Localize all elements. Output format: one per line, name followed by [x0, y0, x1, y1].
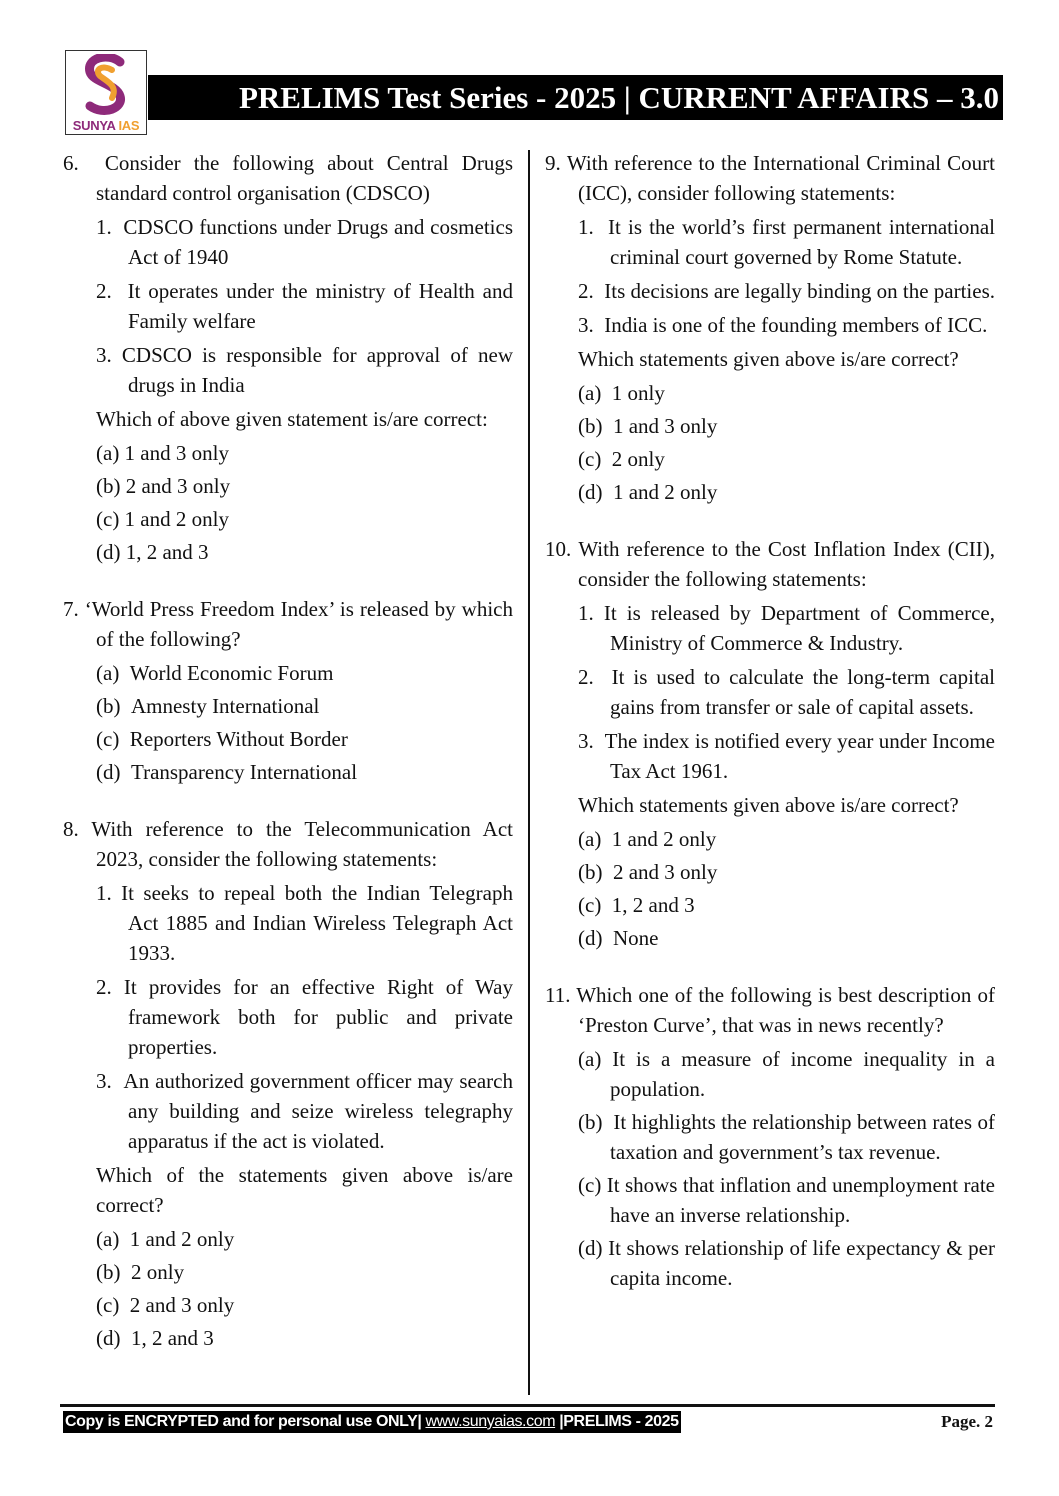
answer-option: (d) It shows relationship of life expectancy & per capita income.	[578, 1236, 995, 1290]
header-title: PRELIMS Test Series - 2025 | CURRENT AFFAIRS – 3.0	[148, 75, 1003, 120]
answer-option: (a) 1 only	[578, 381, 665, 405]
answer-option: (d) None	[578, 926, 659, 950]
answer-option: (c) 2 only	[578, 447, 665, 471]
answer-option: (b) 2 only	[96, 1260, 185, 1284]
answer-option: (c) It shows that inflation and unemployment rate have an inverse relationship.	[578, 1173, 995, 1227]
statement: 2. It is used to calculate the long-term capital gains from transfer or sale of capital assets.	[578, 665, 995, 719]
question-stem: 8. With reference to the Telecommunication Act 2023, consider the following statements:	[63, 817, 513, 871]
answer-option: (a) It is a measure of income inequality in a population.	[578, 1047, 995, 1101]
answer-option: (b) 2 and 3 only	[578, 860, 718, 884]
answer-option: (d) 1, 2 and 3	[96, 540, 209, 564]
logo-text-sunya: SUNYA	[72, 118, 116, 133]
question-stem: 10. With reference to the Cost Inflation Index (CII), consider the following statements:	[545, 537, 995, 591]
statement: 2. It operates under the ministry of Health and Family welfare	[96, 279, 513, 333]
statement: 1. It is the world’s first permanent international criminal court governed by Rome Statute.	[578, 215, 995, 269]
question-prompt: Which of above given statement is/are correct:	[96, 407, 488, 431]
answer-option: (d) Transparency International	[96, 760, 358, 784]
footer-notice	[63, 1411, 681, 1433]
answer-option: (d) 1, 2 and 3	[96, 1326, 214, 1350]
question-prompt: Which of the statements given above is/are correct?	[96, 1163, 513, 1217]
right-column	[545, 148, 995, 1320]
question-prompt: Which statements given above is/are correct?	[578, 793, 959, 817]
footer-suffix: |PRELIMS - 2025	[559, 1413, 679, 1430]
sunya-ias-logo	[65, 50, 147, 135]
column-divider	[528, 150, 530, 1395]
answer-option: (b) It highlights the relationship between rates of taxation and government’s tax revenue.	[578, 1110, 995, 1164]
footer-copy-text: Copy is ENCRYPTED and for personal use ONLY|	[65, 1413, 422, 1430]
answer-option: (c) Reporters Without Border	[96, 727, 348, 751]
footer-rule	[60, 1404, 995, 1407]
question-block	[63, 148, 513, 567]
answer-option: (b) Amnesty International	[96, 694, 320, 718]
statement: 1. CDSCO functions under Drugs and cosmetics Act of 1940	[96, 215, 513, 269]
logo-text	[66, 118, 146, 133]
statement: 3. CDSCO is responsible for approval of new drugs in India	[96, 343, 513, 397]
question-stem: 11. Which one of the following is best description of ‘Preston Curve’, that was in news recently?	[545, 983, 995, 1037]
left-column	[63, 148, 513, 1380]
answer-option: (b) 1 and 3 only	[578, 414, 718, 438]
statement: 2. Its decisions are legally binding on the parties.	[578, 279, 995, 303]
website-link[interactable]: www.sunyaias.com	[425, 1413, 556, 1430]
statement: 2. It provides for an effective Right of Way framework both for public and private properties.	[96, 975, 513, 1059]
question-stem: 9. With reference to the International Criminal Court (ICC), consider following statements:	[545, 151, 995, 205]
question-stem: 7. ‘World Press Freedom Index’ is released by which of the following?	[63, 597, 513, 651]
statement: 3. The index is notified every year under Income Tax Act 1961.	[578, 729, 995, 783]
answer-option: (c) 1, 2 and 3	[578, 893, 695, 917]
logo-s-icon	[80, 54, 132, 116]
question-block	[545, 534, 995, 953]
statement: 1. It seeks to repeal both the Indian Telegraph Act 1885 and Indian Wireless Telegraph Act 1933.	[96, 881, 513, 965]
answer-option: (c) 1 and 2 only	[96, 507, 229, 531]
question-block	[545, 148, 995, 507]
answer-option: (a) 1 and 3 only	[96, 441, 229, 465]
statement: 1. It is released by Department of Commerce, Ministry of Commerce & Industry.	[578, 601, 995, 655]
logo-text-ias: IAS	[118, 118, 140, 133]
page-number: Page. 2	[941, 1412, 993, 1431]
statement: 3. An authorized government officer may search any building and seize wireless telegraphy apparatus if the act is violated.	[96, 1069, 513, 1153]
question-stem: 6. Consider the following about Central Drugs standard control organisation (CDSCO)	[63, 151, 513, 205]
question-block	[63, 594, 513, 787]
question-prompt: Which statements given above is/are correct?	[578, 347, 959, 371]
answer-option: (c) 2 and 3 only	[96, 1293, 235, 1317]
question-block	[63, 814, 513, 1353]
answer-option: (d) 1 and 2 only	[578, 480, 718, 504]
answer-option: (a) 1 and 2 only	[96, 1227, 235, 1251]
statement: 3. India is one of the founding members of ICC.	[578, 313, 988, 337]
answer-option: (a) World Economic Forum	[96, 661, 334, 685]
question-block	[545, 980, 995, 1293]
answer-option: (a) 1 and 2 only	[578, 827, 717, 851]
answer-option: (b) 2 and 3 only	[96, 474, 231, 498]
